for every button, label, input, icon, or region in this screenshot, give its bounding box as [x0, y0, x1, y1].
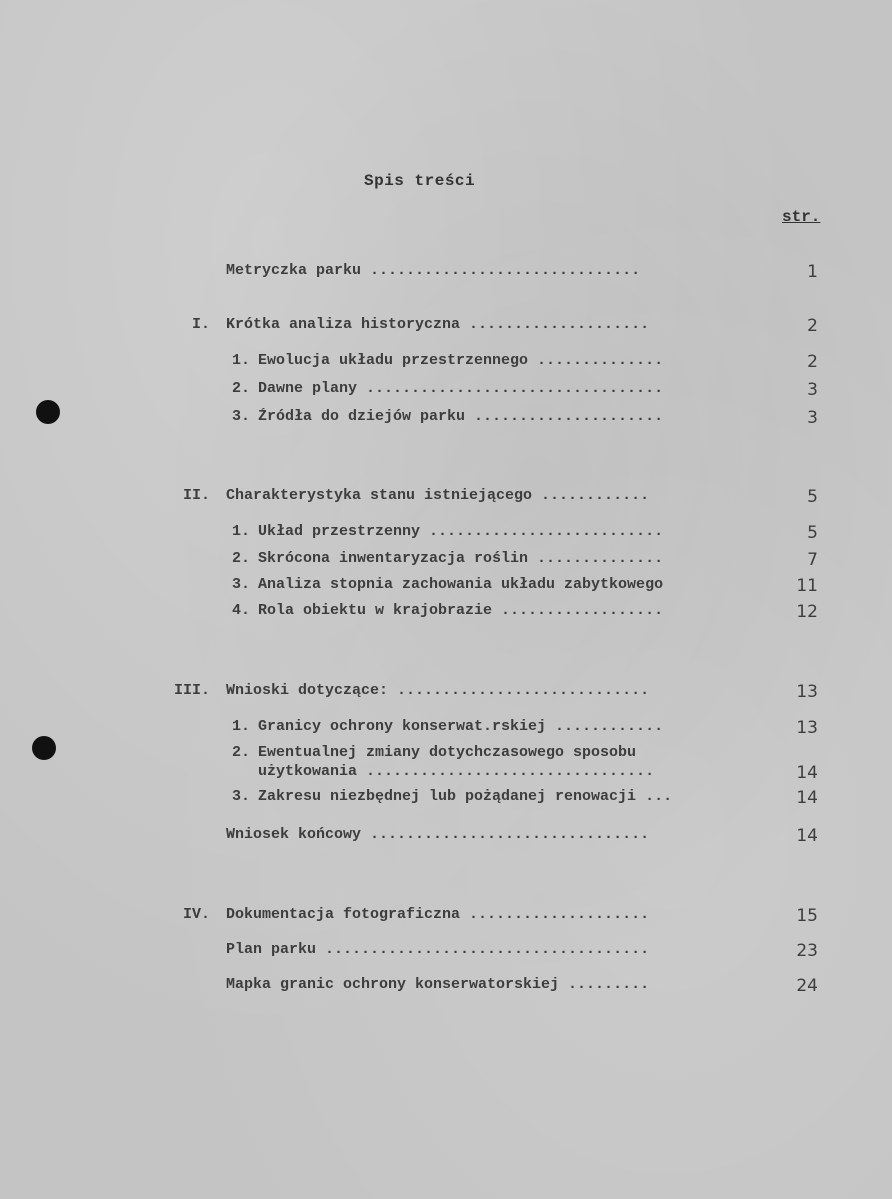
- entry-label: Krótka analiza historyczna ....................: [226, 316, 650, 333]
- entry-page: 12: [796, 602, 818, 622]
- toc-entry: [0, 718, 892, 740]
- entry-page: 14: [796, 763, 818, 783]
- entry-label: Granicy ochrony konserwat.rskiej ............: [258, 718, 664, 735]
- toc-entry: [0, 550, 892, 572]
- toc-entry: [0, 906, 892, 928]
- entry-label: Mapka granic ochrony konserwatorskiej .........: [226, 976, 650, 993]
- entry-number: IV.: [182, 906, 210, 923]
- entry-label: Źródła do dziejów parku .....................: [258, 408, 664, 425]
- entry-number: 2.: [231, 744, 250, 761]
- entry-page: 5: [807, 523, 818, 543]
- entry-number: 3.: [231, 788, 250, 805]
- entry-page: 2: [807, 352, 818, 372]
- entry-number: 1.: [231, 352, 250, 369]
- entry-page: 2: [807, 316, 818, 336]
- entry-label: Ewentualnej zmiany dotychczasowego sposobu: [258, 744, 637, 761]
- entry-label: Charakterystyka stanu istniejącego ............: [226, 487, 650, 504]
- entry-label: Wniosek końcowy ...............................: [226, 826, 650, 843]
- entry-label: Dokumentacja fotograficzna ....................: [226, 906, 650, 923]
- entry-number: III.: [173, 682, 210, 699]
- entry-label: Plan parku ....................................: [226, 941, 650, 958]
- entry-number: 3.: [231, 576, 250, 593]
- entry-page: 11: [796, 576, 818, 596]
- entry-page: 24: [796, 976, 818, 996]
- entry-page: 5: [807, 487, 818, 507]
- toc-entry: [0, 408, 892, 430]
- entry-page: 3: [807, 380, 818, 400]
- entry-page: 15: [796, 906, 818, 926]
- page-title: Spis treści: [364, 172, 476, 190]
- entry-page: 1: [807, 262, 818, 282]
- toc-entry: [0, 380, 892, 402]
- entry-label: Wnioski dotyczące: ............................: [226, 682, 650, 699]
- entry-label: Ewolucja układu przestrzennego ..............: [258, 352, 664, 369]
- entry-page: 3: [807, 408, 818, 428]
- entry-label: Skrócona inwentaryzacja roślin ..............: [258, 550, 664, 567]
- toc-entry: [0, 523, 892, 545]
- toc-entry: [0, 682, 892, 704]
- toc-entry: [0, 576, 892, 598]
- toc-entry: [0, 941, 892, 963]
- entry-label: Układ przestrzenny ..........................: [258, 523, 664, 540]
- entry-number: I.: [191, 316, 210, 333]
- entry-label: Dawne plany .................................: [258, 380, 664, 397]
- toc-entry: [0, 352, 892, 374]
- entry-number: 1.: [231, 718, 250, 735]
- entry-page: 13: [796, 682, 818, 702]
- toc-entry: [0, 826, 892, 848]
- entry-number: 3.: [231, 408, 250, 425]
- toc-entry: [0, 976, 892, 998]
- entry-page: 13: [796, 718, 818, 738]
- toc-entry: [0, 262, 892, 284]
- toc-entry: [0, 602, 892, 624]
- entry-label: Zakresu niezbędnej lub pożądanej renowacji ...: [258, 788, 673, 805]
- page-column-header: str.: [782, 208, 821, 226]
- entry-number: 4.: [231, 602, 250, 619]
- entry-number: 2.: [231, 550, 250, 567]
- toc-entry: [0, 316, 892, 338]
- entry-label: Rola obiektu w krajobrazie ..................: [258, 602, 664, 619]
- entry-label: Metryczka parku ..............................: [226, 262, 641, 279]
- toc-entry: [0, 763, 892, 785]
- entry-label: użytkowania ................................: [258, 763, 655, 780]
- toc-entry: [0, 487, 892, 509]
- toc-entry: [0, 788, 892, 810]
- entry-page: 7: [807, 550, 818, 570]
- entry-number: 2.: [231, 380, 250, 397]
- entry-number: II.: [182, 487, 210, 504]
- entry-page: 14: [796, 826, 818, 846]
- entry-number: 1.: [231, 523, 250, 540]
- entry-page: 23: [796, 941, 818, 961]
- entry-label: Analiza stopnia zachowania układu zabytkowego: [258, 576, 664, 593]
- entry-page: 14: [796, 788, 818, 808]
